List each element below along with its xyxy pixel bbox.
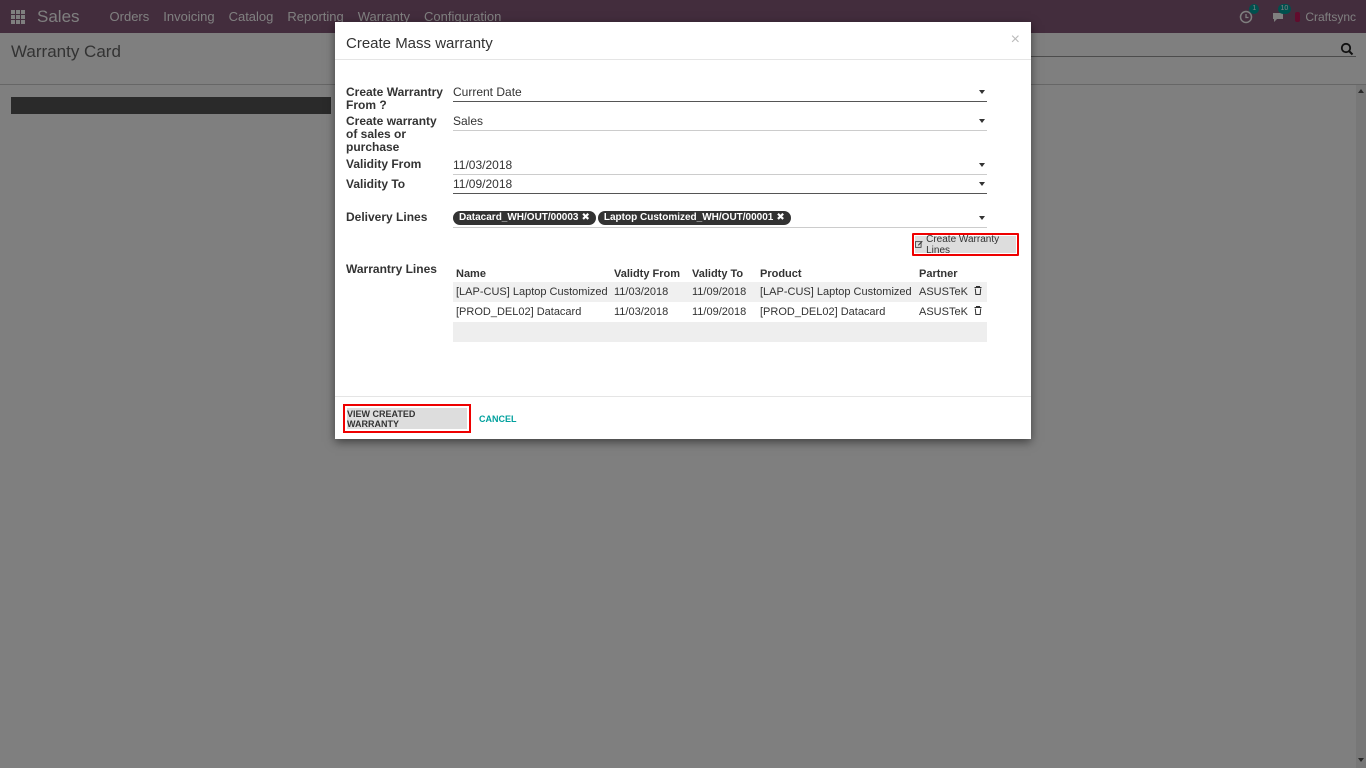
validity-from-input[interactable] bbox=[453, 158, 987, 175]
cell-validity-to: 11/09/2018 bbox=[692, 306, 747, 318]
validity-to-label: Validity To bbox=[346, 177, 406, 191]
chevron-down-icon bbox=[979, 216, 985, 220]
create-from-value: Current Date bbox=[453, 85, 522, 99]
create-from-label: Create Warrantry From ? bbox=[346, 85, 443, 112]
trash-icon[interactable] bbox=[971, 302, 987, 322]
chevron-down-icon bbox=[979, 119, 985, 123]
create-warranty-lines-button[interactable] bbox=[912, 233, 1019, 256]
modal-footer bbox=[335, 396, 1031, 439]
delivery-lines-label: Delivery Lines bbox=[346, 210, 428, 224]
delivery-lines-input[interactable] bbox=[453, 209, 987, 228]
table-row[interactable] bbox=[453, 302, 987, 322]
validity-to-input[interactable] bbox=[453, 177, 987, 194]
modal-title: Create Mass warranty bbox=[346, 35, 493, 52]
view-created-warranty-button[interactable]: VIEW CREATED WARRANTY bbox=[343, 404, 471, 433]
remove-tag-icon[interactable]: ✖ bbox=[581, 212, 590, 223]
close-icon[interactable]: × bbox=[1010, 31, 1020, 48]
chevron-down-icon bbox=[979, 90, 985, 94]
col-partner[interactable]: Partner bbox=[919, 268, 958, 280]
validity-from-value: 11/03/2018 bbox=[453, 158, 513, 172]
warranty-lines-table bbox=[453, 266, 987, 342]
remove-tag-icon[interactable]: ✖ bbox=[776, 212, 785, 223]
create-from-select[interactable] bbox=[453, 85, 987, 102]
edit-icon bbox=[915, 240, 923, 249]
cell-validity-from: 11/03/2018 bbox=[614, 306, 669, 318]
delivery-tag: Datacard_WH/OUT/00003 ✖ bbox=[453, 211, 596, 225]
warranty-lines-label: Warrantry Lines bbox=[346, 262, 437, 276]
col-validity-to[interactable]: Validty To bbox=[692, 268, 744, 280]
create-mass-warranty-dialog bbox=[335, 22, 1031, 439]
table-header-row bbox=[453, 266, 987, 282]
col-product[interactable]: Product bbox=[760, 268, 802, 280]
cell-partner: ASUSTeK bbox=[916, 282, 971, 302]
cell-name: [PROD_DEL02] Datacard bbox=[456, 306, 582, 318]
warranty-type-value: Sales bbox=[453, 114, 484, 128]
cell-product: [LAP-CUS] Laptop Customized bbox=[757, 282, 916, 302]
cell-validity-to: 11/09/2018 bbox=[689, 282, 757, 302]
validity-from-label: Validity From bbox=[346, 157, 422, 171]
col-validity-from[interactable]: Validty From bbox=[614, 268, 681, 280]
add-line-row[interactable] bbox=[453, 322, 987, 342]
warranty-type-label: Create warranty of sales or purchase bbox=[346, 114, 437, 154]
chevron-down-icon bbox=[979, 163, 985, 167]
cell-name: [LAP-CUS] Laptop Customized bbox=[453, 282, 611, 302]
warranty-type-select[interactable] bbox=[453, 114, 987, 131]
chevron-down-icon bbox=[979, 182, 985, 186]
modal-header bbox=[335, 22, 1031, 60]
cell-partner: ASUSTeK bbox=[919, 306, 968, 318]
create-warranty-lines-label: Create Warranty Lines bbox=[926, 233, 1000, 256]
cell-product: [PROD_DEL02] Datacard bbox=[760, 306, 886, 318]
table-row[interactable] bbox=[453, 282, 987, 302]
trash-icon[interactable] bbox=[971, 282, 987, 302]
cell-validity-from: 11/03/2018 bbox=[611, 282, 689, 302]
col-name[interactable]: Name bbox=[456, 268, 486, 280]
cancel-button[interactable]: CANCEL bbox=[479, 414, 517, 424]
validity-to-value: 11/09/2018 bbox=[453, 177, 513, 191]
delivery-tag: Laptop Customized_WH/OUT/00001 ✖ bbox=[598, 211, 791, 225]
